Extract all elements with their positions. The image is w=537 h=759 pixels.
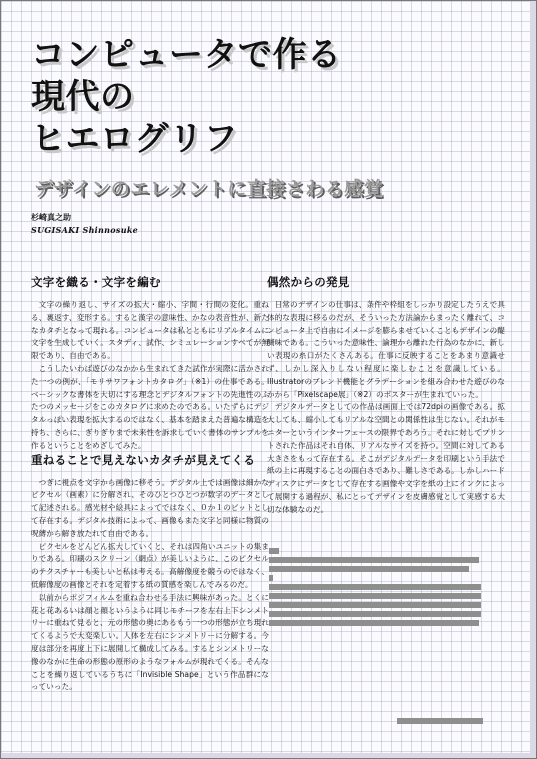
redacted-line: [269, 566, 469, 572]
paragraph: 以前からポジフィルムを重ね合わせる手法に興味があった。とくに花と花あるいは顔と顔というように同じモチーフを左右上下シンメトリーに重ねて見ると、元の形態の奥にあるもう一つの形態が立ち現れてくるようで大変楽しい。人体を左右にシンメトリーに分解する。今度は部分を再度上下に展開して構成してみる。するとシンメトリーな像のなかに生命の形態の原形のようなフォルムが現れてくる。そんなことを繰り返しているうちに「Invisible Shape」という作品群になっていった。: [31, 592, 269, 692]
section-heading-kasane: 重ねることで見えないカタチが見えてくる: [31, 452, 256, 467]
article-subtitle: デザインのエレメントに直接さわる感覚: [34, 178, 384, 200]
redacted-line: [269, 593, 481, 599]
paragraph: デジタルデータとしての作品は画面上では72dpiの画像である。拡大しても、縮小してもリアルな空間との関係性は生じない。それがモニターというインターフェースの限界であろう。それに対してプリントされた作品はそれ自体、リアルなサイズを持つ。空間に対してある大きさをもって存在する。そこがデジタルデータを印刷という手法で紙の上に再現することの面白さであり、難しさである。しかしハードディスクにデータとして存在する画像や文字を紙の上にインクによって展開する過程が、私にとってデザインを皮膚感覚として実感する大切な体験なのだ。: [267, 402, 505, 514]
article-title-line-1: コンピュータで作る: [31, 35, 342, 75]
paragraph: ピクセルをどんどん拡大していくと、それは四角いユニットの集まりである。印刷のスクリーン（網点）が美しいように、このピクセルのテクスチャーも美しいと私は考える。高解像度を競うのではなく、低解像度の画像とそれを定着する紙の質感を楽しんでみるのだ。: [31, 541, 269, 589]
section-heading-guuzen: 偶然からの発見: [267, 275, 350, 289]
redacted-line: [269, 602, 481, 608]
author-name-romanized: SUGISAKI Shinnosuke: [31, 225, 139, 235]
redacted-line: [269, 557, 479, 563]
page-edge-right: [530, 1, 536, 758]
redacted-line: [269, 584, 481, 590]
page-edge-bottom: [1, 753, 536, 758]
section-heading-moji: 文字を織る・文字を編む: [31, 275, 161, 289]
author-name-japanese: 杉崎真之助: [31, 213, 71, 222]
redacted-text-block: [269, 548, 484, 629]
paragraph: こうしたいわば遊びのなかから生まれてきた試作が実際に活かされた一つの例が、「モリサワフォントカタログ」（※1）の仕事である。ベーシックな書体を大切にする理念とデジタルフォントの先進性のふたつのメッセージをこのカタログに求めたのである。いたずらにデジタルっぽい表現を拡大するのではなく、基本を踏まえた普遍な構造を持ち、さらに、ぎりぎりまで未来性を訴求していく書体のサンプルを作るということをめざしてみた。: [31, 363, 269, 450]
column-right: [267, 275, 505, 517]
paragraph: 文字の繰り返し、サイズの拡大・縮小、字間・行間の変化。重ねる、裏返す、変形する。すると漢字の意味性、かなの表音性が、新たなカタチとなって現れる。コンピュータは私とともにリアルタイムに文字を生成していく。スタディ、試作、シミュレーションすべてが無限であり、自由である。: [31, 300, 269, 361]
redacted-line: [269, 620, 479, 626]
redacted-line-end: [397, 718, 483, 724]
paragraph: 日常のデザインの仕事は、条件や枠組をしっかり設定したうえで具体的な表現に移るのだが、そういった方法論からまったく離れて、コンピュータ上で自由にイメージを膨らませていくこともデザインの醍醐味である。こういった意味性、論理から離れた行為のなかに、新しい表現の糸口がたくさんある。仕事に反映することをあまり意識せず、しかし深入りしない程度に楽しむことを意識している。Illustratorのブレンド機能とグラデーションを組み合わせた遊びのなかから「Pixelscape展」（※2）のポスターが生まれていった。: [267, 300, 505, 399]
article-title-line-3: ヒエログリフ: [31, 119, 238, 159]
redacted-line: [269, 611, 481, 617]
column-left: [31, 275, 269, 694]
redacted-line: [269, 575, 273, 581]
article-title-line-2: 現代の: [31, 77, 135, 117]
article-title: [31, 34, 342, 160]
redacted-line: [269, 548, 279, 554]
paragraph: つぎに視点を文字から画像に移そう。デジタル上では画像は細かなピクセル（画素）に分解され、そのひとつひとつが数字のデータとして記述される。感光材や絵具によってではなく、０か１のビットとして存在する。デジタル技術によって、画像もまた文字と同様に物質の呪縛から解き放たれて自由である。: [31, 477, 269, 538]
